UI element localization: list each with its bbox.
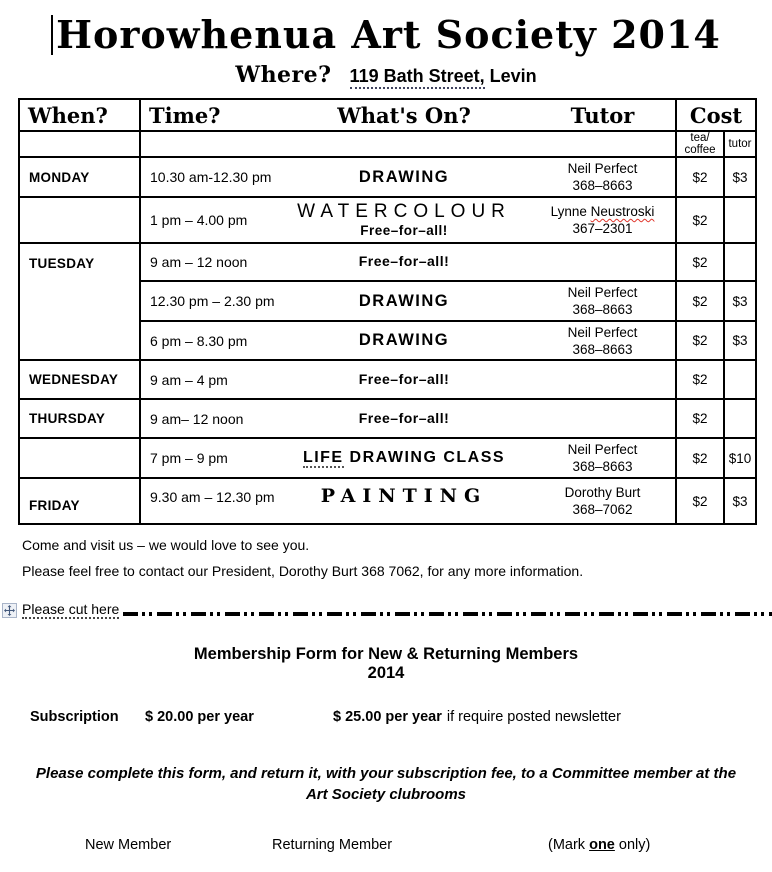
tutor-cell	[530, 360, 676, 399]
membership-year: 2014	[367, 664, 405, 682]
activity-cell	[278, 438, 530, 478]
tutor-name: Neil Perfect	[567, 285, 638, 300]
membership-instruction: Please complete this form, and return it, with your subscription fee, to a Committee member at the Art Society clubrooms	[35, 765, 737, 803]
time-cell: 12.30 pm – 2.30 pm	[140, 281, 278, 321]
col-header-whats-on: What's On?	[278, 99, 530, 131]
activity-cell	[278, 478, 530, 524]
tutor-fee-cell	[724, 360, 756, 399]
where-label: Where?	[235, 62, 332, 88]
returning-member-label: Returning Member	[272, 837, 393, 853]
schedule-table	[18, 98, 757, 525]
tutor-cell	[530, 197, 676, 243]
col-header-when: When?	[19, 99, 140, 131]
activity-cell	[278, 360, 530, 399]
activity-cell	[278, 321, 530, 360]
table-row	[19, 197, 756, 243]
tutor-cell	[530, 243, 676, 281]
table-row	[19, 360, 756, 399]
tutor-name: Neil Perfect	[567, 324, 638, 340]
table-row	[19, 438, 756, 478]
address-rest: Levin	[484, 66, 537, 86]
time-cell: 7 pm – 9 pm	[140, 438, 278, 478]
time-cell: 9 am– 12 noon	[140, 399, 278, 438]
tea-fee-cell: $2	[676, 321, 724, 360]
tea-fee-cell: $2	[676, 243, 724, 281]
time-cell: 9.30 am – 12.30 pm	[140, 478, 278, 524]
member-type-row	[0, 837, 772, 857]
activity-label: DRAWING	[358, 331, 450, 349]
subheader-tutor-fee: tutor	[724, 131, 756, 157]
tutor-name: Dorothy Burt	[564, 485, 641, 500]
tutor-fee-cell: $3	[724, 157, 756, 197]
table-row	[19, 399, 756, 438]
day-cell: MONDAY	[19, 157, 140, 197]
subscription-row	[0, 709, 772, 729]
tea-fee-cell: $2	[676, 399, 724, 438]
table-row	[19, 243, 756, 281]
document-page	[0, 12, 772, 872]
table-row	[19, 157, 756, 197]
activity-word-rest: DRAWING CLASS	[343, 449, 506, 466]
mark-suffix: only)	[614, 837, 651, 853]
mark-emphasis: one	[589, 837, 615, 853]
activity-label	[303, 449, 505, 468]
tutor-fee-cell	[724, 399, 756, 438]
tea-fee-cell: $2	[676, 281, 724, 321]
membership-title: Membership Form for New & Returning Members	[193, 645, 579, 663]
cut-here-label: Please cut here	[22, 601, 120, 617]
tutor-phone: 367–2301	[572, 221, 633, 236]
tutor-phone: 368–7062	[572, 502, 633, 517]
price-posted: $ 25.00 per year	[333, 709, 442, 725]
address-value	[350, 66, 537, 86]
subheader-row	[19, 131, 756, 157]
header-row	[19, 99, 756, 131]
tea-fee-cell: $2	[676, 360, 724, 399]
tutor-cell	[530, 478, 676, 524]
activity-cell	[278, 243, 530, 281]
activity-cell	[278, 399, 530, 438]
activity-label: Free–for–all!	[358, 253, 450, 269]
tutor-fee-cell: $3	[724, 281, 756, 321]
cut-here-line	[2, 599, 772, 621]
mark-one-only-label	[548, 837, 650, 853]
tea-fee-cell: $2	[676, 438, 724, 478]
tutor-name: Neil Perfect	[567, 442, 638, 457]
day-cell	[19, 197, 140, 243]
visit-note: Come and visit us – we would love to see you.	[22, 537, 310, 553]
where-line	[0, 62, 772, 88]
subheader-tea-coffee	[676, 131, 724, 157]
tutor-last-name-misspelled: Neustroski	[590, 204, 655, 219]
tea-line2: coffee	[684, 144, 716, 156]
tutor-cell	[530, 438, 676, 478]
day-cell: TUESDAY	[19, 243, 140, 360]
day-cell: WEDNESDAY	[19, 360, 140, 399]
time-cell: 9 am – 12 noon	[140, 243, 278, 281]
activity-cell	[278, 281, 530, 321]
price-posted-note: if require posted newsletter	[446, 709, 621, 725]
tea-fee-cell: $2	[676, 197, 724, 243]
page-title	[0, 12, 772, 58]
activity-word-underlined: LIFE	[302, 449, 344, 466]
table-row	[19, 478, 756, 524]
tutor-fee-cell: $3	[724, 321, 756, 360]
activity-label: PAINTING	[320, 485, 488, 507]
tutor-fee-cell: $3	[724, 478, 756, 524]
tutor-phone: 368–8663	[572, 341, 633, 357]
move-arrows-glyph	[4, 605, 15, 616]
contact-note: Please feel free to contact our President, Dorothy Burt 368 7062, for any more information.	[22, 563, 584, 579]
empty-cell	[19, 131, 140, 157]
tea-fee-cell: $2	[676, 157, 724, 197]
price-standard: $ 20.00 per year	[145, 709, 254, 725]
tutor-name: Neil Perfect	[567, 161, 638, 176]
table-move-handle-icon[interactable]	[2, 603, 17, 618]
mark-prefix: (Mark	[548, 837, 590, 853]
tutor-first-name: Lynne	[550, 204, 591, 219]
tutor-phone: 368–8663	[572, 459, 633, 474]
activity-cell	[278, 157, 530, 197]
activity-label: Free–for–all!	[358, 370, 450, 387]
col-header-cost: Cost	[676, 99, 756, 131]
activity-label: DRAWING	[358, 167, 450, 186]
new-member-label: New Member	[85, 837, 172, 853]
time-cell: 1 pm – 4.00 pm	[140, 197, 278, 243]
tea-line1: tea/	[690, 132, 710, 144]
tutor-cell	[530, 157, 676, 197]
col-header-tutor: Tutor	[530, 99, 676, 131]
text-cursor	[51, 15, 53, 55]
page-title-text: Horowhenua Art Society 2014	[56, 12, 721, 57]
col-header-time: Time?	[140, 99, 278, 131]
subscription-label: Subscription	[30, 709, 119, 725]
tutor-fee-cell	[724, 197, 756, 243]
day-cell: THURSDAY	[19, 399, 140, 438]
time-cell: 6 pm – 8.30 pm	[140, 321, 278, 360]
tutor-cell	[530, 399, 676, 438]
address-dotted-part: 119 Bath Street,	[350, 66, 485, 89]
tutor-fee-cell	[724, 243, 756, 281]
price-posted-group	[333, 709, 621, 725]
tea-fee-cell: $2	[676, 478, 724, 524]
day-cell	[19, 438, 140, 478]
day-cell: FRIDAY	[19, 478, 140, 524]
tutor-name	[530, 203, 675, 220]
tutor-phone: 368–8663	[572, 302, 633, 317]
tutor-cell	[530, 281, 676, 321]
activity-cell	[278, 197, 530, 243]
tutor-fee-cell: $10	[724, 438, 756, 478]
empty-cell	[140, 131, 676, 157]
activity-label: DRAWING	[358, 291, 450, 310]
activity-sublabel: Free–for–all!	[360, 223, 448, 238]
activity-label: Free–for–all!	[358, 409, 450, 426]
cut-dashed-rule	[123, 612, 772, 616]
time-cell: 10.30 am-12.30 pm	[140, 157, 278, 197]
tutor-phone: 368–8663	[572, 178, 633, 193]
tutor-cell	[530, 321, 676, 360]
time-cell: 9 am – 4 pm	[140, 360, 278, 399]
activity-label: WATERCOLOUR	[297, 201, 511, 222]
